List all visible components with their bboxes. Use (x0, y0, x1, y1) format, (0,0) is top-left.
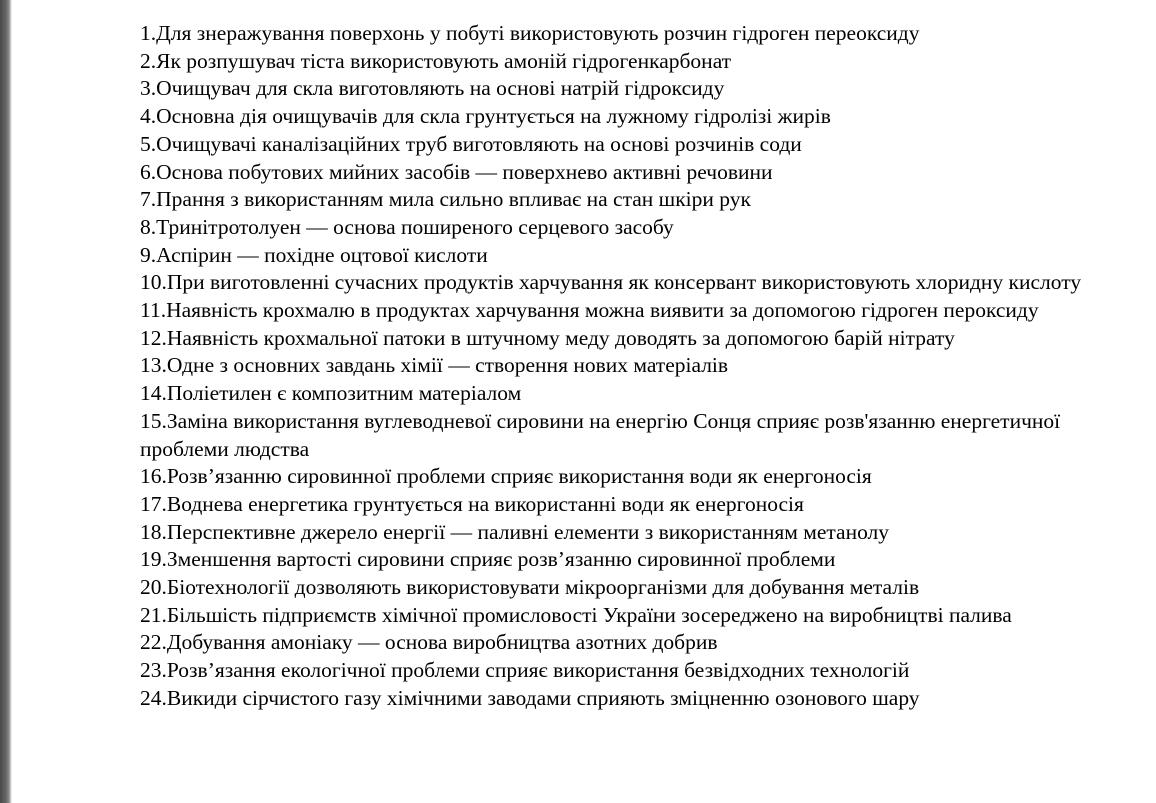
statement-item: 13.Одне з основних завдань хімії — створення нових матеріалів (140, 353, 729, 378)
statement-item: 7.Прання з використанням мила сильно впливає на стан шкіри рук (140, 187, 751, 212)
statement-list (140, 20, 1130, 713)
statement-item: 12.Наявність крохмальної патоки в штучному меду доводять за допомогою барій нітрату (140, 325, 955, 350)
viewer-left-edge (0, 0, 12, 803)
statement-item: 11.Наявність крохмалю в продуктах харчування можна виявити за допомогою гідроген пероксиду (140, 298, 1039, 323)
statement-item: 22.Добування амоніаку — основа виробництва азотних добрив (140, 630, 718, 655)
statement-item: 16.Розв’язанню сировинної проблеми сприяє використання води як енергоносія (140, 464, 872, 489)
statement-item: 1.Для знеражування поверхонь у побуті використовують розчин гідроген переоксиду (140, 21, 920, 45)
statement-item: 10.При виготовленні сучасних продуктів харчування як консервант використовують хлоридну кислоту (140, 270, 1082, 295)
statement-item: 3.Очищувач для скла виготовляють на основі натрій гідроксиду (140, 76, 725, 101)
document-page (12, 0, 1156, 803)
statement-item: 6.Основа побутових мийних засобів — поверхнево активні речовини (140, 159, 773, 184)
statement-item: 15.Заміна використання вуглеводневої сировини на енергію Сонця сприяє розв'язанню енергетичної проблеми людства (140, 408, 1061, 461)
statement-item: 2.Як розпушувач тіста використовують амоній гідрогенкарбонат (140, 48, 732, 73)
statement-item: 14.Поліетилен є композитним матеріалом (140, 381, 522, 406)
statement-item: 19.Зменшення вартості сировини сприяє розв’язанню сировинної проблеми (140, 547, 836, 572)
statement-item: 17.Воднева енергетика грунтується на використанні води як енергоносія (140, 491, 804, 516)
statement-item: 24.Викиди сірчистого газу хімічними заводами сприяють зміцненню озонового шару (140, 685, 920, 710)
statement-item: 18.Перспективне джерело енергії — паливні елементи з використанням метанолу (140, 519, 890, 544)
statement-item: 9.Аспірин — похідне оцтової кислоти (140, 242, 488, 267)
statement-item: 23.Розв’язання екологічної проблеми сприяє використання безвідходних технологій (140, 658, 910, 683)
statement-item: 21.Більшість підприємств хімічної промисловості України зосереджено на виробництві палива (140, 602, 1012, 627)
statement-item: 5.Очищувачі каналізаційних труб виготовляють на основі розчинів соди (140, 131, 802, 156)
statement-item: 20.Біотехнології дозволяють використовувати мікроорганізми для добування металів (140, 575, 920, 600)
statement-item: 8.Тринітротолуен — основа поширеного серцевого засобу (140, 214, 674, 239)
statement-item: 4.Основна дія очищувачів для скла грунтується на лужному гідролізі жирів (140, 104, 831, 129)
